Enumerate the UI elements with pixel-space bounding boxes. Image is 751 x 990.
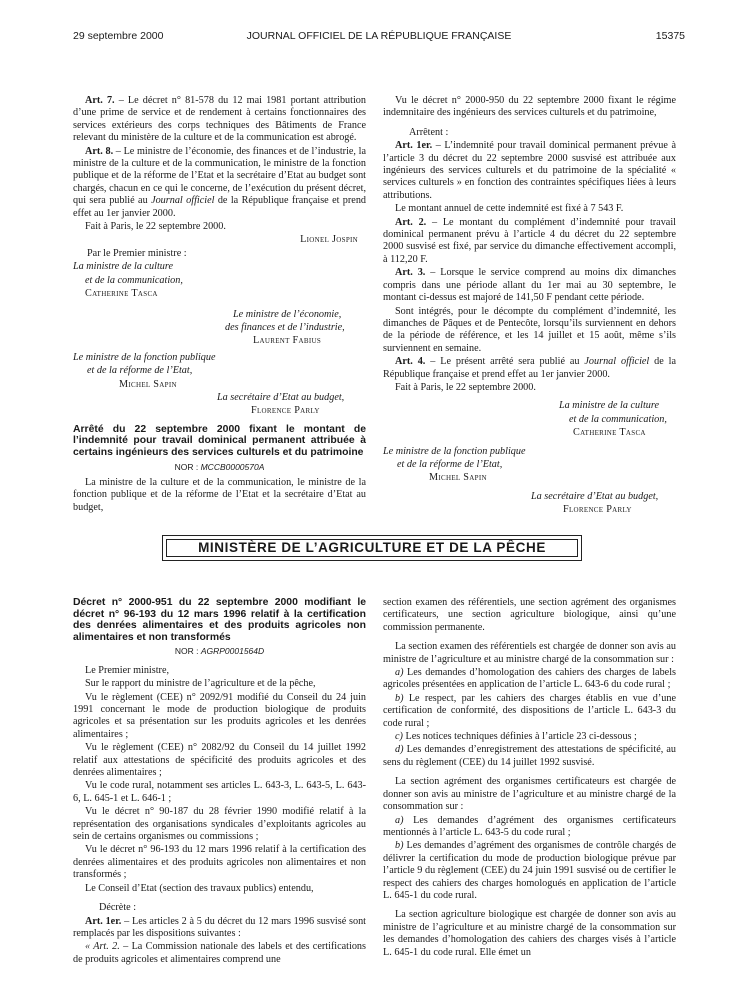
page-number: 15375 (655, 30, 685, 42)
signature-culture-name: Catherine Tasca (85, 288, 158, 300)
signature-culture-title2: et de la communication, (85, 274, 183, 286)
signature-budget-title: La secrétaire d’Etat au budget, (217, 391, 345, 403)
fait-date-right: Fait à Paris, le 22 septembre 2000. (395, 381, 536, 393)
journal-title: JOURNAL OFFICIEL DE LA RÉPUBLIQUE FRANÇAISE (246, 30, 512, 42)
section-p4: La section agriculture biologique est chargée de donner son avis au ministre de l’agriculture et au ministre chargé de la consommation sur les demandes d’homologation des cahiers des charges visés à l’article L. 645-1 du code rural. Elle émet un (383, 909, 676, 958)
bottom-left-column (73, 597, 366, 966)
signature-culture-title2-right: et de la communication, (569, 413, 667, 425)
signature-fp-title1: Le ministre de la fonction publique (73, 351, 216, 363)
section-a: a) Les demandes d’homologation des cahiers des charges de labels agricoles présentées en application de l’article L. 643-6 du code rural ; (383, 667, 676, 691)
section-b2: b) Les demandes d’agrément des organismes de contrôle chargés de délivrer la certification du mode de production biologique prévue par l’article 9 du règlement (CEE) du 24 juin 1991 susvisé ou de certifier le respect des cahiers des charges homologués en application de l’article L. 645-1 du code rural. (383, 840, 676, 901)
decret-p6: Vu le décret n° 90-187 du 28 février 1990 modifié relatif à la représentation des organisations syndicales d’exploitants agricoles au sein de certains organismes ou commissions ; (73, 806, 366, 843)
decret-article-1: Art. 1er. – Les articles 2 à 5 du décret du 12 mars 1996 susvisé sont remplacés par les dispositions suivantes : (73, 915, 366, 939)
article-3: Art. 3. – Lorsque le service comprend au moins dix dimanches compris dans une période allant du 1er mai au 30 septembre, le montant ci-dessus est majoré de 141,50 F pendant cette période. (383, 267, 676, 304)
arrete-title: Arrêté du 22 septembre 2000 fixant le montant de l’indemnité pour travail dominical permanent attribuée à certains ingénieurs des services culturels et du patrimoine (73, 423, 366, 458)
signature-fp-title1-right: Le ministre de la fonction publique (383, 445, 526, 457)
article-7: Art. 7. – Le décret n° 81-578 du 12 mai 1981 portant attribution d’une prime de service et de rendement à certains fonctionnaires des services extérieurs des corps techniques des Bâtiments de France relevant du ministère de la culture et de la communication est abrogé. (73, 95, 366, 144)
section-p1: section examen des référentiels, une section agrément des organismes certificateurs, une section agriculture biologique, ainsi qu’une commission permanente. (383, 597, 676, 633)
article-1: Art. 1er. – L’indemnité pour travail dominical permanent prévue à l’article 3 du décret du 22 septembre 2000 susvisé est attribuée aux ingénieurs des services culturels et du patrimoine de la spécialité « services culturels » en fonction des contraintes spécifiques liées à leurs attributions. (383, 140, 676, 201)
signature-eco-name: Laurent Fabius (253, 335, 322, 347)
decret-nor: NOR : AGRP0001564D (174, 646, 265, 657)
section-p2: La section examen des référentiels est chargée de donner son avis au ministre de l’agriculture et au ministre chargé de la consommation sur : (383, 641, 676, 665)
ministry-banner-title: MINISTÈRE DE L’AGRICULTURE ET DE LA PÊCHE (166, 539, 578, 557)
article-3-integres: Sont intégrés, pour le décompte du complément d’indemnité, les dimanches de Pâques et de Pentecôte, lorsqu’ils surviennent en dehors de la période de référence, et les 14 juillet et 15 août, même s’ils surviennent en semaine. (383, 305, 676, 354)
signature-fp-name-right: Michel Sapin (429, 472, 487, 484)
decret-p1: Le Premier ministre, (85, 664, 170, 676)
arrete-nor: NOR : MCCB0000570A (174, 461, 265, 472)
ministry-banner (162, 535, 582, 561)
decret-p8: Le Conseil d’Etat (section des travaux publics) entendu, (85, 882, 314, 894)
signature-culture-title1: La ministre de la culture (73, 261, 173, 273)
article-4: Art. 4. – Le présent arrêté sera publié au Journal officiel de la République française et prend effet au 1er janvier 2000. (383, 356, 677, 380)
decrete: Décrète : (99, 902, 137, 914)
header-date: 29 septembre 2000 (73, 30, 164, 42)
decret-title: Décret n° 2000-951 du 22 septembre 2000 modifiant le décret n° 96-193 du 12 mars 1996 relatif à la certification des denrées alimentaires et des produits agricoles non alimentaires et non transformés (73, 597, 366, 643)
arretent: Arrêtent : (409, 126, 449, 138)
page-header (73, 30, 685, 46)
signature-eco-title1: Le ministre de l’économie, (233, 308, 342, 320)
decret-p5: Vu le code rural, notamment ses articles L. 643-3, L. 643-5, L. 643-6, L. 645-1 et L. 646-1 ; (73, 780, 366, 804)
signature-eco-title2: des finances et de l’industrie, (225, 321, 345, 333)
signature-fp-name: Michel Sapin (119, 378, 177, 390)
decret-article-2: « Art. 2. – La Commission nationale des labels et des certifications de produits agricoles et alimentaires comprend une (73, 941, 366, 965)
signature-budget-title-right: La secrétaire d’Etat au budget, (531, 490, 659, 502)
decret-p7: Vu le décret n° 96-193 du 12 mars 1996 relatif à la certification des denrées alimentaires et des produits agricoles non alimentaires et non transformés ; (73, 844, 366, 881)
par-premier-ministre: Par le Premier ministre : (87, 247, 187, 259)
section-a2: a) Les demandes d’agrément des organismes certificateurs mentionnés à l’article L. 643-5 du code rural ; (383, 814, 676, 838)
top-right-column (383, 95, 676, 517)
top-left-column (73, 95, 366, 514)
article-8: Art. 8. – Le ministre de l’économie, des finances et de l’industrie, la ministre de la culture et de la communication, le ministre de la fonction publique et de la réforme de l’Etat et la secrétaire d’Etat au budget sont chargés, chacun en ce qui le concerne, de l’exécution du présent décret, qui sera publié au Journal officiel de la République française et prend effet au 1er janvier 2000. (73, 145, 367, 219)
decret-p3: Vu le règlement (CEE) n° 2092/91 modifié du Conseil du 24 juin 1991 concernant le mode de production biologique de produits agricoles et sa présentation sur les produits agricoles et les denrées alimentaires ; (73, 691, 366, 740)
bottom-right-column (383, 597, 676, 959)
vu-decret: Vu le décret n° 2000-950 du 22 septembre 2000 fixant le régime indemnitaire des ingénieurs des services culturels et du patrimoine, (383, 95, 676, 119)
signature-budget-name: Florence Parly (251, 405, 320, 417)
signature-budget-name-right: Florence Parly (563, 504, 632, 516)
article-1-montant: Le montant annuel de cette indemnité est fixé à 7 543 F. (395, 203, 624, 215)
article-2: Art. 2. – Le montant du complément d’indemnité pour travail dominical permanent prévu à l’article 4 du décret du 22 septembre 2000 susvisé est fixé, par service du dimanche effectivement accompli, à 112,20 F. (383, 216, 676, 265)
signature-culture-name-right: Catherine Tasca (573, 427, 646, 439)
signature-pm: Lionel Jospin (300, 234, 358, 246)
section-d: d) Les demandes d’enregistrement des attestations de spécificité, au sens du règlement (CEE) du 14 juillet 1992 susvisé. (383, 744, 676, 768)
signature-culture-title1-right: La ministre de la culture (559, 400, 659, 412)
signature-fp-title2: et de la réforme de l’Etat, (87, 365, 193, 377)
section-b: b) Le respect, par les cahiers des charges établis en vue d’une certification de conformité, des dispositions de l’article L. 643-3 du code rural ; (383, 692, 676, 729)
section-p3: La section agrément des organismes certificateurs est chargée de donner son avis au ministre de l’agriculture et au ministre chargé de la consommation sur : (383, 776, 676, 813)
fait-date: Fait à Paris, le 22 septembre 2000. (85, 221, 226, 233)
arrete-intro: La ministre de la culture et de la communication, le ministre de la fonction publique et de la réforme de l’Etat et la secrétaire d’Etat au budget, (73, 476, 366, 513)
section-c: c) Les notices techniques définies à l’article 23 ci-dessous ; (395, 731, 637, 743)
decret-p4: Vu le règlement (CEE) n° 2082/92 du Conseil du 14 juillet 1992 relatif aux attestations de spécificité des produits agricoles et des denrées alimentaires ; (73, 742, 366, 779)
decret-p2: Sur le rapport du ministre de l’agriculture et de la pêche, (85, 678, 316, 690)
signature-fp-title2-right: et de la réforme de l’Etat, (397, 458, 503, 470)
